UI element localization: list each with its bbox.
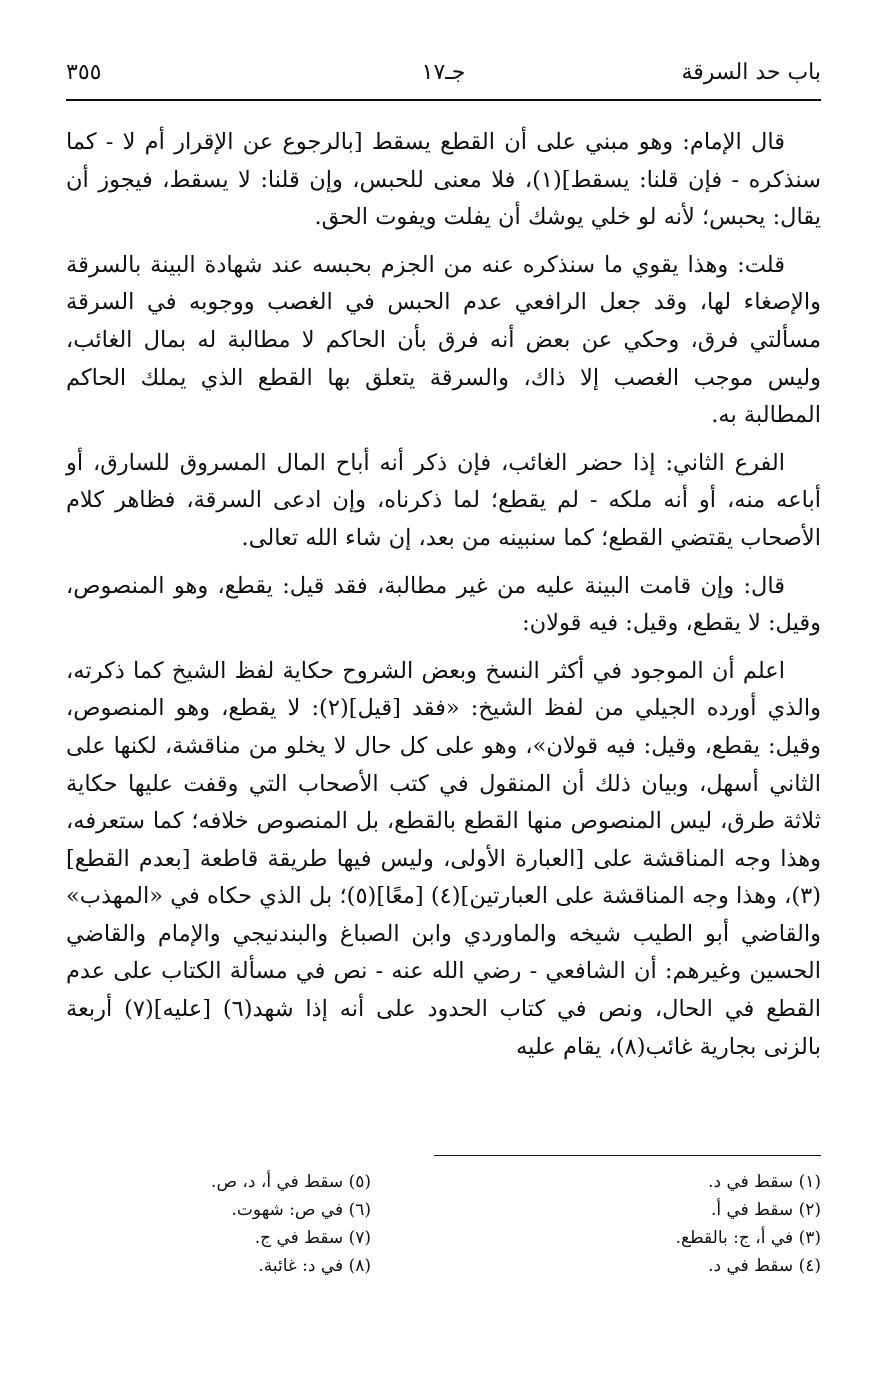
page-number: ٣٥٥	[66, 60, 102, 85]
footnote-number: (٣)	[798, 1228, 821, 1248]
paragraph: قال الإمام: وهو مبني على أن القطع يسقط [بالرجوع عن الإقرار أم لا - كما سنذكره - فإن قلنا: يسقط](١)، فلا معنى للحبس، وإن قلنا: لا يسقط، فيجوز أن يقال: يحبس؛ لأنه لو خلي يوشك أن يفلت ويفوت الحق.	[66, 129, 821, 231]
footnote-text: سقط في ج.	[254, 1228, 344, 1248]
footnote-number: (١)	[798, 1172, 821, 1192]
footnote-text: في د: غائبة.	[258, 1256, 344, 1276]
paragraph: قال: وإن قامت البينة عليه من غير مطالبة، فقد قيل: يقطع، وهو المنصوص، وقيل: لا يقطع، وقيل: فيه قولان:	[66, 572, 821, 637]
footnote-number: (٢)	[798, 1200, 821, 1220]
footnote-text: سقط في أ.	[710, 1200, 794, 1220]
footnote	[0, 1168, 371, 1196]
footnote	[441, 1252, 821, 1280]
footnote	[441, 1224, 821, 1252]
footnote-number: (٨)	[348, 1256, 371, 1276]
paragraph: الفرع الثاني: إذا حضر الغائب، فإن ذكر أنه أباح المال المسروق للسارق، أو أباعه منه، أو أنه ملكه - لم يقطع؛ لما ذكرناه، وإن ادعى السرقة، فظاهر كلام الأصحاب يقتضي القطع؛ كما سنبينه من بعد، إن شاء الله تعالى.	[66, 449, 821, 551]
footnote-text: في ص: شهوت.	[231, 1200, 344, 1220]
footnote-number: (٤)	[798, 1256, 821, 1276]
footnote-column-left	[0, 1168, 371, 1280]
footnote-column-right	[441, 1168, 821, 1280]
footnote	[0, 1196, 371, 1224]
footnote-rule	[434, 1155, 821, 1156]
paragraph: قلت: وهذا يقوي ما سنذكره عنه من الجزم بحبسه عند شهادة البينة بالسرقة والإصغاء لها، وقد جعل الرافعي عدم الحبس في الغصب ووجوبه في السرقة مسألتي فرق، وحكي عن بعض أنه فرق بأن الحاكم لا مطالبة له بمال الغائب، وليس موجب الغصب إلا ذاك، والسرقة يتعلق بها القطع الذي يملك الحاكم المطالبة به.	[66, 251, 821, 429]
footnote-number: (٥)	[348, 1172, 371, 1192]
running-header	[66, 60, 821, 94]
footnote	[0, 1224, 371, 1252]
footnote-text: سقط في د.	[708, 1256, 794, 1276]
main-text	[66, 124, 821, 1076]
footnote	[441, 1168, 821, 1196]
footnote-number: (٦)	[348, 1200, 371, 1220]
footnote	[0, 1252, 371, 1280]
footnote-text: في أ، ج: بالقطع.	[675, 1228, 794, 1248]
footnote-text: سقط في د.	[708, 1172, 794, 1192]
footnote	[441, 1196, 821, 1224]
footnote-number: (٧)	[348, 1228, 371, 1248]
paragraph: اعلم أن الموجود في أكثر النسخ وبعض الشروح حكاية لفظ الشيخ كما ذكرته، والذي أورده الجيلي من لفظ الشيخ: «فقد [قيل](٢): لا يقطع، وهو المنصوص، وقيل: يقطع، وقيل: فيه قولان»، وهو على كل حال لا يخلو من مناقشة، لكنها على الثاني أسهل، وبيان ذلك أن المنقول في كتب الأصحاب التي وقفت عليها حكاية ثلاثة طرق، ليس المنصوص منها القطع بالقطع، بل المنصوص خلافه؛ كما ستعرفه، وهذا وجه المناقشة على [العبارة الأولى، وليس فيها طريقة قاطعة [بعدم القطع](٣)، وهذا وجه المناقشة على العبارتين](٤) [معًا](٥)؛ بل الذي حكاه في «المهذب» والقاضي أبو الطيب شيخه والماوردي وابن الصباغ والبندنيجي والإمام والقاضي الحسين وغيرهم: أن الشافعي - رضي الله عنه - نص في مسألة الكتاب على عدم القطع في الحال، ونص في كتاب الحدود على أنه إذا شهد(٦) [عليه](٧) أربعة بالزنى بجارية غائب(٨)، يقام عليه	[66, 657, 821, 1060]
footnote-text: سقط في أ، د، ص.	[211, 1172, 344, 1192]
header-rule	[66, 99, 821, 101]
volume-number: جـ١٧	[421, 60, 466, 85]
chapter-title: باب حد السرقة	[681, 60, 821, 85]
